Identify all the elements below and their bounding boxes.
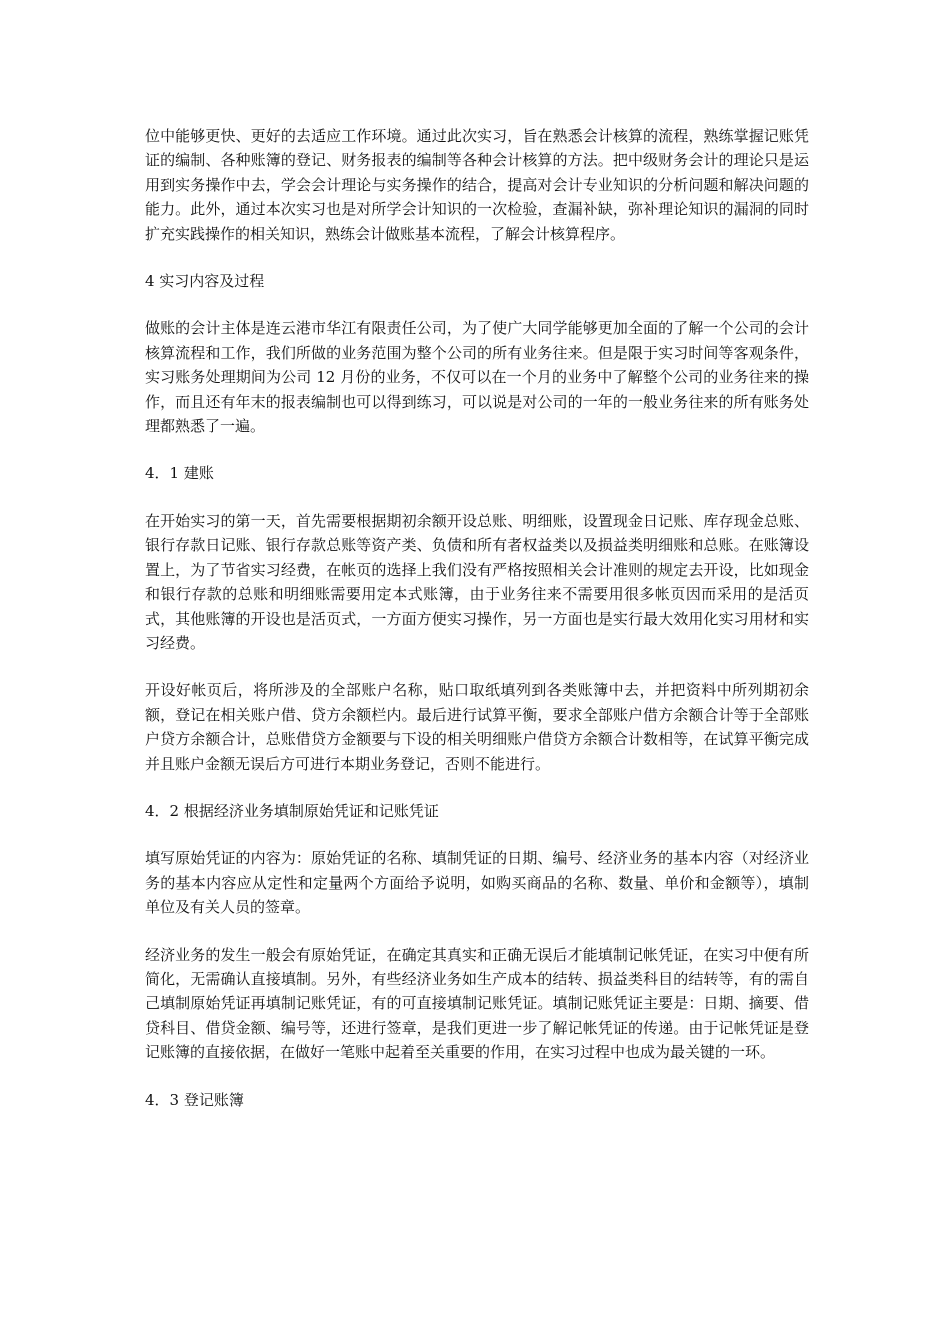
section-heading-4-2: 4．2 根据经济业务填制原始凭证和记账凭证 bbox=[145, 801, 439, 820]
paragraph-intro-goals: 位中能够更快、更好的去适应工作环境。通过此次实习，旨在熟悉会计核算的流程，熟练掌握记账凭证的编制、各种账簿的登记、财务报表的编制等各种会计核算的方法。把中级财务会计的理论只是运用到实务操作中去，学会会计理论与实务操作的结合，提高对会计专业知识的分析问题和解决问题的能力。此外，通过本次实习也是对所学会计知识的一次检验，查漏补缺，弥补理论知识的漏洞的同时扩充实践操作的相关知识，熟练会计做账基本流程，了解会计核算程序。 bbox=[145, 127, 809, 243]
section-heading-4-3: 4．3 登记账簿 bbox=[145, 1090, 244, 1109]
section-heading-4-1: 4．1 建账 bbox=[145, 464, 214, 483]
paragraph-original-voucher: 填写原始凭证的内容为：原始凭证的名称、填制凭证的日期、编号、经济业务的基本内容（对经济业务的基本内容应从定性和定量两个方面给予说明，如购买商品的名称、数量、单价和金额等），填制单位及有关人员的签章。 bbox=[145, 849, 809, 917]
paragraph-accounting-entity: 做账的会计主体是连云港市华江有限责任公司，为了使广大同学能够更加全面的了解一个公司的会计核算流程和工作，我们所做的业务范围为整个公司的所有业务往来。但是限于实习时间等客观条件，实习账务处理期间为公司 12 月份的业务，不仅可以在一个月的业务中了解整个公司的业务往来的操作，而且还有年末的报表编制也可以得到练习，可以说是对公司的一年的一般业务往来的所有账务处理都熟悉了一遍。 bbox=[145, 319, 809, 436]
paragraph-bookkeeping-voucher: 经济业务的发生一般会有原始凭证，在确定其真实和正确无误后才能填制记帐凭证，在实习中便有所简化，无需确认直接填制。另外，有些经济业务如生产成本的结转、损益类科目的结转等，有的需自己填制原始凭证再填制记账凭证，有的可直接填制记账凭证。填制记账凭证主要是：日期、摘要、借贷科目、借贷金额、编号等，还进行签章，是我们更进一步了解记帐凭证的传递。由于记帐凭证是登记账簿的直接依据，在做好一笔账中起着至关重要的作用，在实习过程中也成为最关键的一环。 bbox=[145, 945, 809, 1062]
paragraph-open-accounts: 在开始实习的第一天，首先需要根据期初余额开设总账、明细账，设置现金日记账、库存现金总账、银行存款日记账、银行存款总账等资产类、负债和所有者权益类以及损益类明细账和总账。在账簿设置上，为了节省实习经费，在帐页的选择上我们没有严格按照相关会计准则的规定去开设，比如现金和银行存款的总账和明细账需要用定本式账簿，由于业务往来不需要用很多帐页因而采用的是活页式，其他账簿的开设也是活页式，一方面方便实习操作，另一方面也是实行最大效用化实习用材和实习经费。 bbox=[145, 511, 809, 652]
paragraph-trial-balance: 开设好帐页后，将所涉及的全部账户名称，贴口取纸填列到各类账簿中去，并把资料中所列期初余额，登记在相关账户借、贷方余额栏内。最后进行试算平衡，要求全部账户借方余额合计等于全部账户贷方余额合计，总账借贷方金额要与下设的相关明细账户借贷方余额合计数相等，在试算平衡完成并且账户金额无误后方可进行本期业务登记，否则不能进行。 bbox=[145, 681, 809, 773]
section-heading-4: 4 实习内容及过程 bbox=[145, 272, 265, 291]
document-page bbox=[145, 124, 809, 1112]
